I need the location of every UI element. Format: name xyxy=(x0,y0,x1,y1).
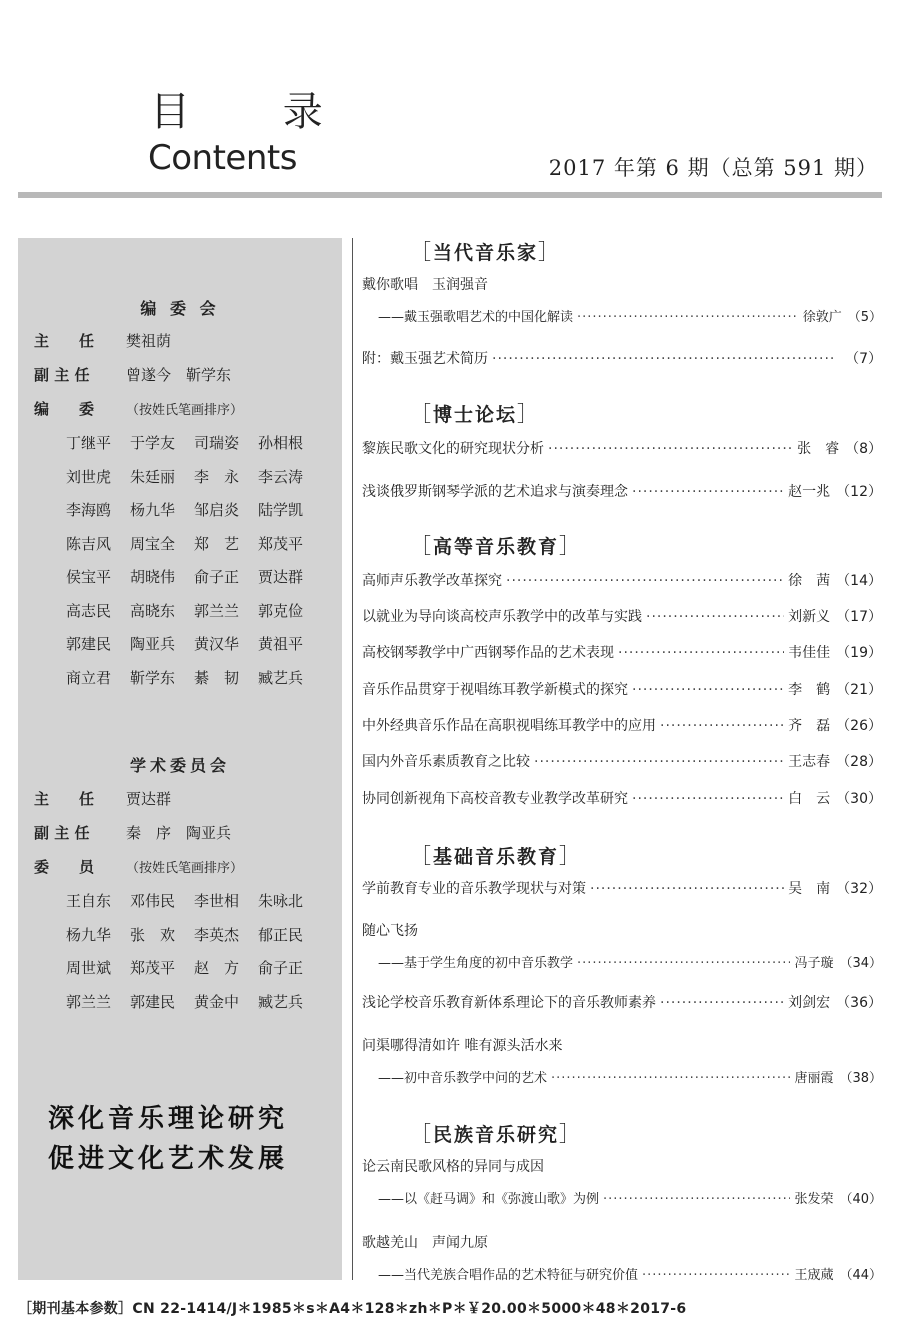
entry-author: 冯子璇 xyxy=(794,956,834,971)
entry-title: 中外经典音乐作品在高职视唱练耳教学中的应用 xyxy=(362,718,656,734)
toc-entry[interactable] xyxy=(362,715,882,735)
member-row xyxy=(66,432,322,453)
editorial-deputy xyxy=(34,364,231,385)
role-value: 贾达群 xyxy=(126,790,172,808)
entry-subtitle: ——初中音乐教学中问的艺术 xyxy=(378,1071,548,1086)
entry-page: （40） xyxy=(839,1192,882,1207)
entry-author: 齐 磊 xyxy=(788,718,831,734)
member-name: 郭兰兰 xyxy=(66,992,112,1011)
member-name: 郑茂平 xyxy=(258,534,304,553)
article-title[interactable]: 歌越羌山 声闻九原 xyxy=(362,1235,488,1251)
role-label: 委 员 xyxy=(34,858,95,876)
page-title-en: Contents xyxy=(148,138,297,178)
member-row xyxy=(66,890,322,911)
toc-entry[interactable] xyxy=(362,788,882,808)
leader-dots xyxy=(618,645,784,661)
member-name: 陆学凯 xyxy=(258,501,304,519)
toc-entry[interactable] xyxy=(378,306,882,325)
toc-entry[interactable] xyxy=(378,952,882,971)
role-value: 秦 序 陶亚兵 xyxy=(126,824,232,842)
member-row xyxy=(66,566,322,587)
entry-page: （21） xyxy=(836,682,882,698)
member-name: 赵 方 xyxy=(194,959,240,977)
entry-author: 白 云 xyxy=(788,791,831,807)
entry-subtitle: ——当代羌族合唱作品的艺术特征与研究价值 xyxy=(378,1268,639,1283)
section-head-contemporary-musicians: ［当代音乐家］ xyxy=(410,240,562,264)
member-name: 郭克俭 xyxy=(258,601,304,620)
entry-author: 徐敦广 xyxy=(802,310,842,325)
entry-title: 附：戴玉强艺术简历 xyxy=(362,351,488,367)
member-row xyxy=(66,633,322,654)
member-name: 周世斌 xyxy=(66,959,112,977)
member-name: 商立君 xyxy=(66,668,112,687)
entry-author: 徐 茜 xyxy=(788,573,831,589)
editorial-board-title: 编 委 会 xyxy=(140,299,220,318)
member-name: 周宝全 xyxy=(130,534,176,553)
entry-title: 浅谈俄罗斯钢琴学派的艺术追求与演奏理念 xyxy=(362,484,628,500)
entry-author: 韦佳佳 xyxy=(788,645,831,661)
entry-page: （26） xyxy=(836,718,882,734)
member-name: 邓伟民 xyxy=(130,892,176,910)
role-label: 主 任 xyxy=(34,332,95,350)
member-name: 朱廷丽 xyxy=(130,467,176,486)
member-name: 朱咏北 xyxy=(258,892,304,910)
role-label: 编 委 xyxy=(34,400,95,418)
toc-entry[interactable] xyxy=(362,606,882,626)
member-name: 黄祖平 xyxy=(258,635,304,653)
member-name: 郭建民 xyxy=(66,635,112,653)
member-row xyxy=(66,499,322,520)
entry-page: （32） xyxy=(836,881,882,897)
entry-subtitle: ——戴玉强歌唱艺术的中国化解读 xyxy=(378,310,574,325)
entry-page: （14） xyxy=(836,573,882,589)
entry-title: 国内外音乐素质教育之比较 xyxy=(362,754,530,770)
entry-subtitle: ——以《赶马调》和《弥渡山歌》为例 xyxy=(378,1192,600,1207)
page-title-cn: 目 录 xyxy=(150,89,363,135)
toc-entry[interactable] xyxy=(378,1067,882,1086)
member-name: 侯宝平 xyxy=(66,568,112,586)
member-row xyxy=(66,600,322,621)
entry-page: （19） xyxy=(836,645,882,661)
role-label: 副 主 任 xyxy=(34,824,90,842)
leader-dots xyxy=(646,609,784,625)
entry-author: 刘剑宏 xyxy=(788,995,831,1011)
slogan-line-2: 促进文化艺术发展 xyxy=(48,1144,289,1174)
member-name: 陶亚兵 xyxy=(130,635,176,653)
role-value: 樊祖荫 xyxy=(126,332,172,350)
section-head-doctoral-forum: ［博士论坛］ xyxy=(410,402,541,426)
academic-members-label xyxy=(34,856,243,877)
article-title[interactable]: 论云南民歌风格的异同与成因 xyxy=(362,1159,544,1175)
member-name: 胡晓伟 xyxy=(130,568,176,586)
article-title[interactable]: 戴你歌唱 玉润强音 xyxy=(362,277,488,293)
member-name: 李云涛 xyxy=(258,467,304,486)
entry-author: 张 睿 xyxy=(797,441,840,457)
section-head-basic-music-education: ［基础音乐教育］ xyxy=(410,844,583,868)
leader-dots xyxy=(492,351,835,367)
editorial-chief xyxy=(34,330,171,351)
entry-page: （34） xyxy=(839,956,882,971)
toc-entry[interactable] xyxy=(362,751,882,771)
sort-note: （按姓氏笔画排序） xyxy=(126,861,244,876)
leader-dots xyxy=(577,956,790,971)
member-name: 臧艺兵 xyxy=(258,992,304,1011)
member-name: 于学友 xyxy=(130,434,176,452)
entry-author: 刘新义 xyxy=(788,609,831,625)
journal-parameters: ［期刊基本参数］CN 22-1414/J＊1985＊s＊A4＊128＊zh＊P＊￥20.00＊5000＊48＊2017-6 xyxy=(18,1301,687,1317)
toc-entry[interactable] xyxy=(362,348,882,368)
entry-author: 李 鹤 xyxy=(788,682,831,698)
member-name: 俞子正 xyxy=(194,568,240,586)
entry-author: 唐丽霞 xyxy=(794,1071,834,1086)
slogan-line-1: 深化音乐理论研究 xyxy=(48,1104,289,1134)
entry-page: （17） xyxy=(836,609,882,625)
sort-note: （按姓氏笔画排序） xyxy=(126,403,244,418)
sidebar xyxy=(18,238,342,1280)
leader-dots xyxy=(632,484,784,500)
member-name: 郁正民 xyxy=(258,925,304,944)
leader-dots xyxy=(603,1192,790,1207)
member-row xyxy=(66,924,322,945)
entry-page: （36） xyxy=(836,995,882,1011)
entry-author: 吴 南 xyxy=(788,881,831,897)
member-name: 杨九华 xyxy=(66,925,112,944)
entry-page: （28） xyxy=(836,754,882,770)
member-row xyxy=(66,667,322,688)
member-name: 陈吉风 xyxy=(66,534,112,553)
member-name: 贾达群 xyxy=(258,568,304,586)
entry-page: （8） xyxy=(845,441,882,457)
article-title[interactable]: 问渠哪得清如许 唯有源头活水来 xyxy=(362,1038,563,1054)
entry-page: （12） xyxy=(836,484,882,500)
toc-entry[interactable] xyxy=(378,1264,882,1283)
entry-title: 音乐作品贯穿于视唱练耳教学新模式的探究 xyxy=(362,682,628,698)
leader-dots xyxy=(590,881,784,897)
entry-subtitle: ——基于学生角度的初中音乐教学 xyxy=(378,956,574,971)
leader-dots xyxy=(632,682,784,698)
section-head-higher-music-education: ［高等音乐教育］ xyxy=(410,534,583,558)
member-row xyxy=(66,991,322,1012)
member-name: 李 永 xyxy=(194,467,240,486)
member-name: 李英杰 xyxy=(194,925,240,944)
member-row xyxy=(66,957,322,978)
entry-page: （30） xyxy=(836,791,882,807)
entry-title: 浅论学校音乐教育新体系理论下的音乐教师素养 xyxy=(362,995,656,1011)
entry-page: （7） xyxy=(845,351,882,367)
academic-deputy xyxy=(34,822,231,843)
toc-entry[interactable] xyxy=(362,570,882,590)
member-name: 张 欢 xyxy=(130,925,176,944)
toc-entry[interactable] xyxy=(362,878,882,898)
member-name: 高晓东 xyxy=(130,601,176,620)
entry-page: （5） xyxy=(847,310,882,325)
editorial-members-label xyxy=(34,398,243,419)
member-name: 俞子正 xyxy=(258,959,304,977)
member-row xyxy=(66,466,322,487)
entry-author: 王宬蒇 xyxy=(794,1268,834,1283)
leader-dots xyxy=(660,995,784,1011)
leader-dots xyxy=(577,310,799,325)
leader-dots xyxy=(548,441,793,457)
issue-number: 2017 年第 6 期（总第 591 期） xyxy=(548,156,878,180)
member-name: 郑 艺 xyxy=(194,534,240,553)
member-name: 郭建民 xyxy=(130,992,176,1011)
leader-dots xyxy=(551,1071,790,1086)
academic-chief xyxy=(34,788,171,809)
member-name: 孙相根 xyxy=(258,434,304,452)
entry-title: 学前教育专业的音乐教学现状与对策 xyxy=(362,881,586,897)
member-row xyxy=(66,533,322,554)
member-name: 丁继平 xyxy=(66,434,112,452)
toc-entry[interactable] xyxy=(362,679,882,699)
leader-dots xyxy=(632,791,784,807)
entry-title: 协同创新视角下高校音教专业教学改革研究 xyxy=(362,791,628,807)
toc-entry[interactable] xyxy=(362,642,882,662)
column-divider xyxy=(352,238,353,1280)
entry-page: （38） xyxy=(839,1071,882,1086)
member-name: 綦 韧 xyxy=(194,668,240,687)
entry-page: （44） xyxy=(839,1268,882,1283)
toc-entry[interactable] xyxy=(362,438,882,458)
section-head-ethnic-music-research: ［民族音乐研究］ xyxy=(410,1122,583,1146)
member-name: 司瑞姿 xyxy=(194,434,240,452)
entry-author: 张发荣 xyxy=(794,1192,834,1207)
leader-dots xyxy=(642,1268,790,1283)
entry-author: 王志春 xyxy=(788,754,831,770)
leader-dots xyxy=(660,718,784,734)
role-label: 副 主 任 xyxy=(34,366,90,384)
entry-title: 以就业为导向谈高校声乐教学中的改革与实践 xyxy=(362,609,642,625)
member-name: 郭兰兰 xyxy=(194,601,240,620)
member-name: 黄汉华 xyxy=(194,635,240,653)
entry-title: 黎族民歌文化的研究现状分析 xyxy=(362,441,544,457)
member-name: 刘世虎 xyxy=(66,467,112,486)
member-name: 邹启炎 xyxy=(194,501,240,519)
toc-entry[interactable] xyxy=(378,1188,882,1207)
member-name: 高志民 xyxy=(66,601,112,620)
entry-author: 赵一兆 xyxy=(788,484,831,500)
entry-title: 高校钢琴教学中广西钢琴作品的艺术表现 xyxy=(362,645,614,661)
member-name: 李海鸥 xyxy=(66,501,112,519)
header-divider xyxy=(18,192,882,198)
entry-title: 高师声乐教学改革探究 xyxy=(362,573,502,589)
role-value: 曾遂今 靳学东 xyxy=(126,366,232,384)
member-name: 李世相 xyxy=(194,892,240,910)
leader-dots xyxy=(534,754,784,770)
leader-dots xyxy=(506,573,784,589)
article-title[interactable]: 随心飞扬 xyxy=(362,923,418,939)
member-name: 郑茂平 xyxy=(130,959,176,977)
role-label: 主 任 xyxy=(34,790,95,808)
academic-committee-title: 学术委员会 xyxy=(129,756,230,775)
member-name: 臧艺兵 xyxy=(258,668,304,687)
toc-entry[interactable] xyxy=(362,481,882,501)
member-name: 杨九华 xyxy=(130,501,176,519)
member-name: 黄金中 xyxy=(194,992,240,1011)
member-name: 王自东 xyxy=(66,892,112,910)
member-name: 靳学东 xyxy=(130,668,176,687)
toc-entry[interactable] xyxy=(362,992,882,1012)
